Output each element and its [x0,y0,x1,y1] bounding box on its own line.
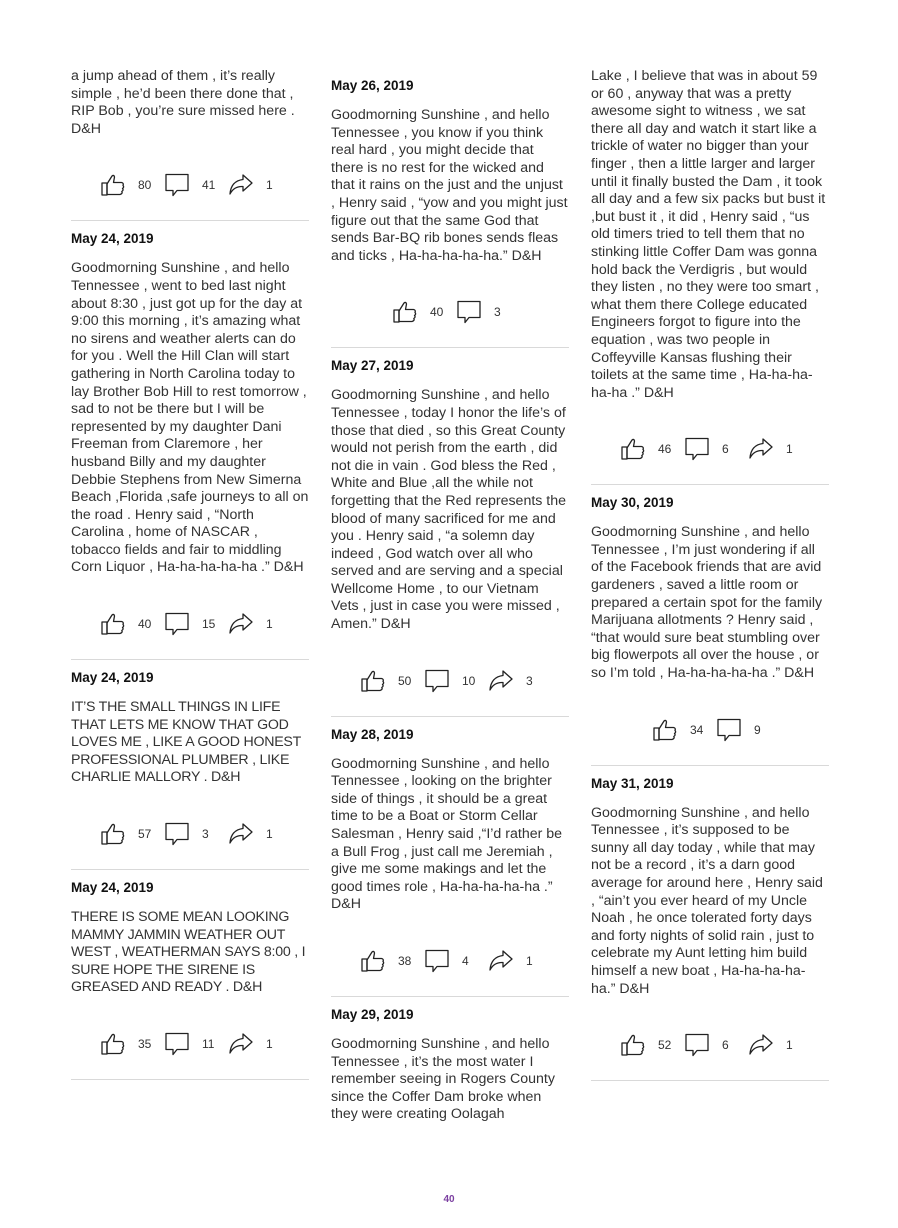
like-button[interactable] [620,1032,672,1058]
comment-button[interactable] [716,717,768,743]
comment-count: 10 [462,673,476,688]
like-icon[interactable] [620,1032,646,1058]
like-count: 46 [658,442,672,457]
like-button[interactable] [360,948,412,974]
post-text: IT’S THE SMALL THINGS IN LIFE THAT LETS ME KNOW THAT GOD LOVES ME , LIKE A GOOD HONEST PROFESSIONAL PLUMBER , LIKE CHARLIE MALLORY . D&H [71,699,301,786]
share-count: 1 [526,954,533,968]
post-reactions [71,817,309,851]
share-icon[interactable] [228,611,254,637]
comment-count: 41 [202,178,216,193]
comment-button[interactable] [424,668,476,694]
share-button[interactable] [228,611,280,637]
post [71,231,309,660]
like-button[interactable] [100,1031,152,1057]
like-count: 40 [430,305,444,320]
comment-icon[interactable] [164,611,190,637]
like-count: 57 [138,827,152,842]
post-date: May 30, 2019 [591,495,674,511]
post-text: Goodmorning Sunshine , and hello Tennessee , you know if you think real hard , you might decide that there is no rest for the wicked and that it rains on the just and the unjust , Henry said , “yow and you might just figure out that the same God that sends Bar-BQ rib bones sends fleas and ticks , Ha-ha-ha-ha-ha.” D&H [331,107,568,264]
post [331,1007,569,1124]
like-icon[interactable] [360,668,386,694]
comment-count: 11 [202,1037,215,1051]
like-icon[interactable] [100,611,126,637]
post-reactions [71,1027,309,1061]
comment-icon[interactable] [456,299,482,325]
post-divider [591,484,829,485]
post-text: THERE IS SOME MEAN LOOKING MAMMY JAMMIN WEATHER OUT WEST , WEATHERMAN SAYS 8:00 , I SURE HOPE THE SIRENE IS GREASED AND READY . D&H [71,909,306,996]
share-icon[interactable] [488,668,514,694]
share-count: 3 [526,673,533,688]
share-button[interactable] [748,436,800,462]
comment-button[interactable] [684,1032,736,1058]
post-reactions [331,295,569,329]
like-icon[interactable] [652,717,678,743]
post-date: May 27, 2019 [331,358,414,374]
like-count: 40 [138,617,152,632]
post-reactions [331,944,569,978]
share-icon[interactable] [228,172,254,198]
comment-count: 3 [494,305,501,320]
comment-button[interactable] [164,1031,216,1057]
post-reactions [71,168,309,202]
like-count: 38 [398,954,412,968]
like-icon[interactable] [360,948,386,974]
comment-icon[interactable] [424,668,450,694]
share-count: 1 [266,617,273,632]
post-text: Goodmorning Sunshine , and hello Tennessee , today I honor the life’s of those that died , so this Great County would not perish from the earth , did not die in vain . God bless the Red , White and Blue ,all the while not forgetting that the Red represents the blood of many sacrificed for me and you . Henry said , “a solemn day indeed , God watch over all who served and are serving and a special Wellcome Home , to our Vietnam Vets , just in case you were missed , Amen.” D&H [331,387,567,633]
column-3 [591,68,829,1091]
post [591,68,829,485]
like-icon[interactable] [100,1031,126,1057]
comment-count: 9 [754,722,761,737]
column-1 [71,68,309,1090]
post-divider [591,765,829,766]
share-icon[interactable] [228,821,254,847]
comment-button[interactable] [456,299,508,325]
post-divider [591,1080,829,1081]
like-icon[interactable] [100,821,126,847]
comment-button[interactable] [164,611,216,637]
comment-button[interactable] [164,172,216,198]
post-date: May 24, 2019 [71,880,154,896]
share-count: 1 [266,178,273,193]
comment-count: 4 [462,954,469,968]
like-button[interactable] [360,668,412,694]
post-divider [331,347,569,348]
comment-icon[interactable] [716,717,742,743]
post-divider [71,220,309,221]
post [331,358,569,716]
post-date: May 31, 2019 [591,775,674,791]
like-count: 52 [658,1038,672,1053]
post-text: Lake , I believe that was in about 59 or 60 , anyway that was a pretty awesome sight to witness , we sat there all day and watch it start like a trickle of water no bigger than your finger , then a little larger and larger until it finally busted the Dam , it took all day and a few six packs but bust it ,but bust it , it did , Henry said , “us old timers tried to tell them that no stinking little Coffer Dam was gonna hold back the Verdigris , but would they listen , no they were too smart , what them there College educated Engineers forgot to figure into the equation , was two people in Coffeyville Kansas flushing their toilets at the same time , Ha-ha-ha-ha-ha .” D&H [591,68,826,401]
share-button[interactable] [228,821,280,847]
share-button[interactable] [228,1031,280,1057]
post [331,727,569,997]
like-button[interactable] [100,611,152,637]
like-button[interactable] [392,299,444,325]
like-icon[interactable] [100,172,126,198]
post-text: Goodmorning Sunshine , and hello Tennessee , I’m just wondering if all of the Facebook friends that are avid gardeners , saved a little room or prepared a certain spot for the family Marijuana allotments ? Henry said , “that would sure beat stumbling over big flowerpots all over the house , or so I’m told , Ha-ha-ha-ha-ha .” D&H [591,524,823,682]
like-icon[interactable] [392,299,418,325]
share-icon[interactable] [228,1031,254,1057]
comment-icon[interactable] [424,948,450,974]
post-date: May 24, 2019 [71,670,154,686]
like-count: 34 [690,722,704,737]
share-count: 1 [786,442,793,457]
post [591,776,829,1082]
post-text: Goodmorning Sunshine , and hello Tennessee , looking on the brighter side of things , it should be a great time to be a Boat or Storm Cellar Salesman , Henry said ,“I’d rather be a Bull Frog , just call me Jeremiah , give me some makings and let the good times role , Ha-ha-ha-ha-ha .” D&H [331,755,563,913]
comment-count: 3 [202,827,209,842]
post-date: May 28, 2019 [331,726,414,742]
share-button[interactable] [488,668,540,694]
post-date: May 24, 2019 [71,231,154,247]
comment-icon[interactable] [684,1032,710,1058]
comment-count: 6 [722,442,729,457]
column-2 [331,68,569,1124]
post-text: Goodmorning Sunshine , and hello Tennessee , it’s supposed to be sunny all day today , while that may not be a record , it’s a darn good average for around here , Henry said , “ain’t you ever heard of my Uncle Noah , he once tolerated forty days and forty nights of solid rain , just to celebrate my Aunt letting him build himself a new boat , Ha-ha-ha-ha-ha.” D&H [591,804,823,997]
post-date: May 29, 2019 [331,1007,414,1022]
comment-icon[interactable] [164,1031,190,1057]
post [71,880,309,1080]
like-count: 80 [138,178,152,193]
comment-count: 6 [722,1038,729,1053]
post-reactions [331,664,569,698]
comment-button[interactable] [164,821,216,847]
share-count: 1 [266,827,273,842]
like-button[interactable] [652,717,704,743]
post-divider [331,996,569,997]
like-button[interactable] [100,172,152,198]
share-button[interactable] [748,1032,800,1058]
like-count: 35 [138,1037,152,1051]
post-text: a jump ahead of them , it’s really simple , he’d been there done that , RIP Bob , you’re sure missed here . D&H [71,68,295,137]
comment-icon[interactable] [164,821,190,847]
like-icon[interactable] [620,436,646,462]
post [71,670,309,870]
post-text: Goodmorning Sunshine , and hello Tennessee , went to bed last night about 8:30 , just got up for the day at 9:00 this morning , it’s amazing what no sirens and weather alerts can do for you . Well the Hill Clan will start gathering in North Carolina today to lay Brother Bob Hill to rest tomorrow , sad to not be there but I will be represented by my daughter Dani Freeman from Claremore , her husband Billy and my daughter Debbie Stephens from New Simerna Beach ,Florida ,safe journeys to all on the road . Henry said , “North Carolina , home of NASCAR , tobacco fields and fair to middling Corn Liquor , Ha-ha-ha-ha-ha .” D&H [71,260,309,576]
comment-count: 15 [202,617,216,632]
like-count: 50 [398,673,412,688]
comment-button[interactable] [424,948,476,974]
post [331,78,569,348]
page-number: 40 [443,1194,455,1205]
post-divider [71,1079,309,1080]
post-date: May 26, 2019 [331,78,414,93]
share-count: 1 [786,1038,793,1053]
post-divider [331,716,569,717]
post-reactions [591,713,829,747]
post-reactions [591,432,829,466]
comment-icon[interactable] [164,172,190,198]
post-reactions [71,607,309,641]
share-icon[interactable] [488,948,514,974]
comment-icon[interactable] [684,436,710,462]
like-button[interactable] [620,436,672,462]
comment-button[interactable] [684,436,736,462]
share-count: 1 [266,1037,273,1051]
post-reactions [591,1028,829,1062]
share-button[interactable] [488,948,540,974]
share-icon[interactable] [748,1032,774,1058]
post-divider [71,869,309,870]
share-icon[interactable] [748,436,774,462]
post [71,68,309,221]
post-text: Goodmorning Sunshine , and hello Tennessee , it’s the most water I remember seeing in Rogers County since the Coffer Dam broke when they were creating Oolagah [331,1036,555,1123]
post [591,495,829,765]
like-button[interactable] [100,821,152,847]
post-divider [71,659,309,660]
share-button[interactable] [228,172,280,198]
